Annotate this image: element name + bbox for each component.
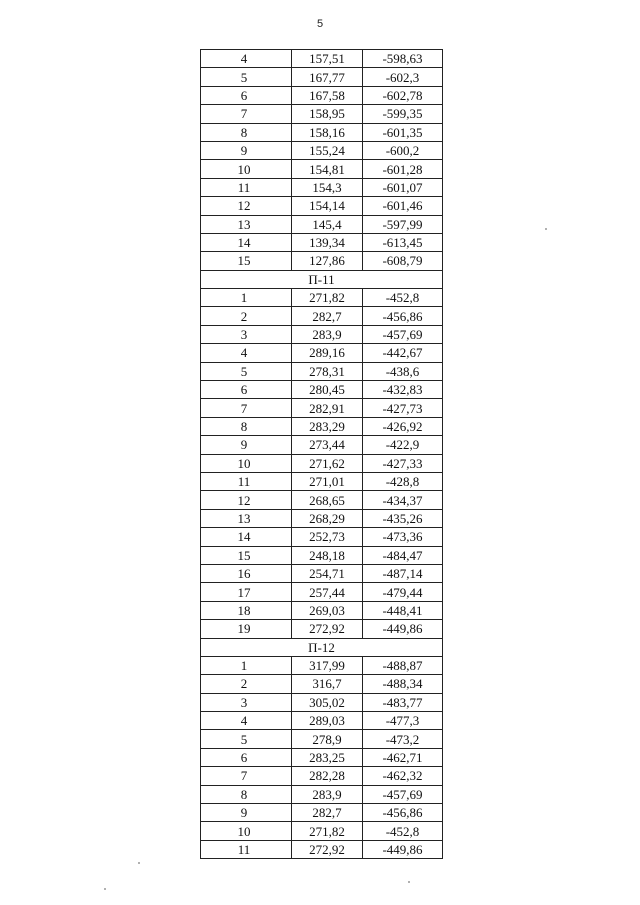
- table-row: [201, 141, 443, 159]
- point-number-cell: 7: [201, 105, 292, 123]
- point-number-cell: 12: [201, 197, 292, 215]
- point-number-cell: 5: [201, 68, 292, 86]
- table-row: [201, 160, 443, 178]
- table-row: [201, 417, 443, 435]
- coord-y-cell: -462,71: [363, 748, 443, 766]
- section-header-row: [201, 270, 443, 288]
- coord-y-cell: -473,2: [363, 730, 443, 748]
- table-row: [201, 215, 443, 233]
- table-row: [201, 656, 443, 674]
- coord-x-cell: 273,44: [292, 436, 363, 454]
- coord-x-cell: 282,91: [292, 399, 363, 417]
- point-number-cell: 2: [201, 307, 292, 325]
- table-row: [201, 325, 443, 343]
- coord-x-cell: 305,02: [292, 693, 363, 711]
- coord-x-cell: 268,29: [292, 509, 363, 527]
- coord-x-cell: 282,7: [292, 804, 363, 822]
- point-number-cell: 11: [201, 840, 292, 858]
- table-row: [201, 564, 443, 582]
- coord-x-cell: 283,9: [292, 325, 363, 343]
- coord-x-cell: 139,34: [292, 233, 363, 251]
- table-row: [201, 693, 443, 711]
- coord-x-cell: 257,44: [292, 583, 363, 601]
- coord-y-cell: -483,77: [363, 693, 443, 711]
- table-row: [201, 528, 443, 546]
- coord-x-cell: 127,86: [292, 252, 363, 270]
- point-number-cell: 13: [201, 215, 292, 233]
- point-number-cell: 7: [201, 767, 292, 785]
- point-number-cell: 8: [201, 785, 292, 803]
- coord-y-cell: -487,14: [363, 564, 443, 582]
- coord-x-cell: 289,03: [292, 712, 363, 730]
- coord-x-cell: 154,14: [292, 197, 363, 215]
- point-number-cell: 15: [201, 546, 292, 564]
- coord-x-cell: 268,65: [292, 491, 363, 509]
- table-row: [201, 730, 443, 748]
- coord-x-cell: 154,3: [292, 178, 363, 196]
- point-number-cell: 4: [201, 344, 292, 362]
- coord-x-cell: 289,16: [292, 344, 363, 362]
- coord-y-cell: -456,86: [363, 307, 443, 325]
- point-number-cell: 5: [201, 362, 292, 380]
- coord-y-cell: -422,9: [363, 436, 443, 454]
- coord-y-cell: -434,37: [363, 491, 443, 509]
- coord-x-cell: 278,31: [292, 362, 363, 380]
- coord-x-cell: 158,16: [292, 123, 363, 141]
- table-row: [201, 822, 443, 840]
- table-row: [201, 804, 443, 822]
- table-row: [201, 675, 443, 693]
- coord-x-cell: 158,95: [292, 105, 363, 123]
- table-row: [201, 86, 443, 104]
- coord-y-cell: -600,2: [363, 141, 443, 159]
- coord-y-cell: -479,44: [363, 583, 443, 601]
- coord-y-cell: -601,35: [363, 123, 443, 141]
- coord-y-cell: -488,87: [363, 656, 443, 674]
- point-number-cell: 2: [201, 675, 292, 693]
- table-row: [201, 252, 443, 270]
- point-number-cell: 4: [201, 712, 292, 730]
- coord-x-cell: 278,9: [292, 730, 363, 748]
- coordinates-table-body: [201, 50, 443, 859]
- point-number-cell: 4: [201, 50, 292, 68]
- point-number-cell: 6: [201, 748, 292, 766]
- coord-x-cell: 317,99: [292, 656, 363, 674]
- coord-y-cell: -449,86: [363, 840, 443, 858]
- table-row: [201, 491, 443, 509]
- coord-x-cell: 271,82: [292, 289, 363, 307]
- point-number-cell: 12: [201, 491, 292, 509]
- coord-y-cell: -452,8: [363, 822, 443, 840]
- coord-y-cell: -432,83: [363, 381, 443, 399]
- point-number-cell: 1: [201, 289, 292, 307]
- coord-y-cell: -427,73: [363, 399, 443, 417]
- page-number: 5: [316, 18, 324, 30]
- coord-y-cell: -462,32: [363, 767, 443, 785]
- table-row: [201, 454, 443, 472]
- scan-speck: [408, 881, 410, 883]
- coord-y-cell: -438,6: [363, 362, 443, 380]
- table-row: [201, 748, 443, 766]
- coord-x-cell: 272,92: [292, 620, 363, 638]
- point-number-cell: 13: [201, 509, 292, 527]
- coord-x-cell: 157,51: [292, 50, 363, 68]
- point-number-cell: 10: [201, 454, 292, 472]
- coord-x-cell: 316,7: [292, 675, 363, 693]
- point-number-cell: 7: [201, 399, 292, 417]
- coord-y-cell: -449,86: [363, 620, 443, 638]
- point-number-cell: 16: [201, 564, 292, 582]
- point-number-cell: 8: [201, 417, 292, 435]
- coord-y-cell: -601,46: [363, 197, 443, 215]
- coord-x-cell: 167,58: [292, 86, 363, 104]
- coord-x-cell: 155,24: [292, 141, 363, 159]
- point-number-cell: 3: [201, 693, 292, 711]
- coord-x-cell: 252,73: [292, 528, 363, 546]
- point-number-cell: 14: [201, 528, 292, 546]
- table-row: [201, 509, 443, 527]
- point-number-cell: 1: [201, 656, 292, 674]
- scan-speck: [104, 888, 106, 890]
- point-number-cell: 5: [201, 730, 292, 748]
- coord-y-cell: -448,41: [363, 601, 443, 619]
- table-row: [201, 620, 443, 638]
- table-row: [201, 123, 443, 141]
- table-row: [201, 307, 443, 325]
- coord-x-cell: 271,01: [292, 472, 363, 490]
- section-label: П-11: [201, 270, 443, 288]
- point-number-cell: 15: [201, 252, 292, 270]
- coord-x-cell: 254,71: [292, 564, 363, 582]
- point-number-cell: 10: [201, 160, 292, 178]
- point-number-cell: 8: [201, 123, 292, 141]
- coord-x-cell: 283,29: [292, 417, 363, 435]
- table-row: [201, 105, 443, 123]
- coord-y-cell: -602,78: [363, 86, 443, 104]
- table-row: [201, 436, 443, 454]
- coord-y-cell: -428,8: [363, 472, 443, 490]
- table-row: [201, 785, 443, 803]
- coord-x-cell: 272,92: [292, 840, 363, 858]
- table-row: [201, 289, 443, 307]
- coord-y-cell: -597,99: [363, 215, 443, 233]
- coord-y-cell: -457,69: [363, 785, 443, 803]
- coord-y-cell: -442,67: [363, 344, 443, 362]
- table-row: [201, 399, 443, 417]
- point-number-cell: 10: [201, 822, 292, 840]
- coord-x-cell: 269,03: [292, 601, 363, 619]
- table-row: [201, 362, 443, 380]
- table-row: [201, 197, 443, 215]
- coord-y-cell: -598,63: [363, 50, 443, 68]
- coord-y-cell: -473,36: [363, 528, 443, 546]
- section-header-row: [201, 638, 443, 656]
- table-row: [201, 178, 443, 196]
- point-number-cell: 18: [201, 601, 292, 619]
- coord-x-cell: 283,9: [292, 785, 363, 803]
- point-number-cell: 17: [201, 583, 292, 601]
- table-row: [201, 472, 443, 490]
- point-number-cell: 6: [201, 86, 292, 104]
- table-row: [201, 601, 443, 619]
- point-number-cell: 9: [201, 141, 292, 159]
- coord-y-cell: -601,07: [363, 178, 443, 196]
- table-row: [201, 344, 443, 362]
- table-row: [201, 840, 443, 858]
- point-number-cell: 9: [201, 436, 292, 454]
- section-label: П-12: [201, 638, 443, 656]
- coord-y-cell: -456,86: [363, 804, 443, 822]
- table-row: [201, 50, 443, 68]
- coord-x-cell: 271,62: [292, 454, 363, 472]
- point-number-cell: 9: [201, 804, 292, 822]
- coord-x-cell: 280,45: [292, 381, 363, 399]
- coord-x-cell: 145,4: [292, 215, 363, 233]
- point-number-cell: 6: [201, 381, 292, 399]
- point-number-cell: 19: [201, 620, 292, 638]
- coord-y-cell: -608,79: [363, 252, 443, 270]
- table-row: [201, 767, 443, 785]
- coord-y-cell: -601,28: [363, 160, 443, 178]
- scan-speck: [138, 862, 140, 864]
- table-row: [201, 68, 443, 86]
- table-row: [201, 233, 443, 251]
- coord-y-cell: -435,26: [363, 509, 443, 527]
- coord-x-cell: 282,28: [292, 767, 363, 785]
- coord-x-cell: 283,25: [292, 748, 363, 766]
- table-row: [201, 381, 443, 399]
- coord-x-cell: 282,7: [292, 307, 363, 325]
- coord-x-cell: 271,82: [292, 822, 363, 840]
- coord-y-cell: -452,8: [363, 289, 443, 307]
- coord-y-cell: -613,45: [363, 233, 443, 251]
- coordinates-table: [200, 49, 443, 859]
- coord-y-cell: -477,3: [363, 712, 443, 730]
- coord-x-cell: 154,81: [292, 160, 363, 178]
- point-number-cell: 14: [201, 233, 292, 251]
- coord-y-cell: -602,3: [363, 68, 443, 86]
- coord-y-cell: -488,34: [363, 675, 443, 693]
- coord-y-cell: -427,33: [363, 454, 443, 472]
- point-number-cell: 3: [201, 325, 292, 343]
- point-number-cell: 11: [201, 178, 292, 196]
- coord-y-cell: -599,35: [363, 105, 443, 123]
- table-row: [201, 583, 443, 601]
- scan-speck: [545, 228, 547, 230]
- point-number-cell: 11: [201, 472, 292, 490]
- coord-y-cell: -426,92: [363, 417, 443, 435]
- table-row: [201, 712, 443, 730]
- coord-x-cell: 167,77: [292, 68, 363, 86]
- coord-y-cell: -484,47: [363, 546, 443, 564]
- coord-y-cell: -457,69: [363, 325, 443, 343]
- coord-x-cell: 248,18: [292, 546, 363, 564]
- table-row: [201, 546, 443, 564]
